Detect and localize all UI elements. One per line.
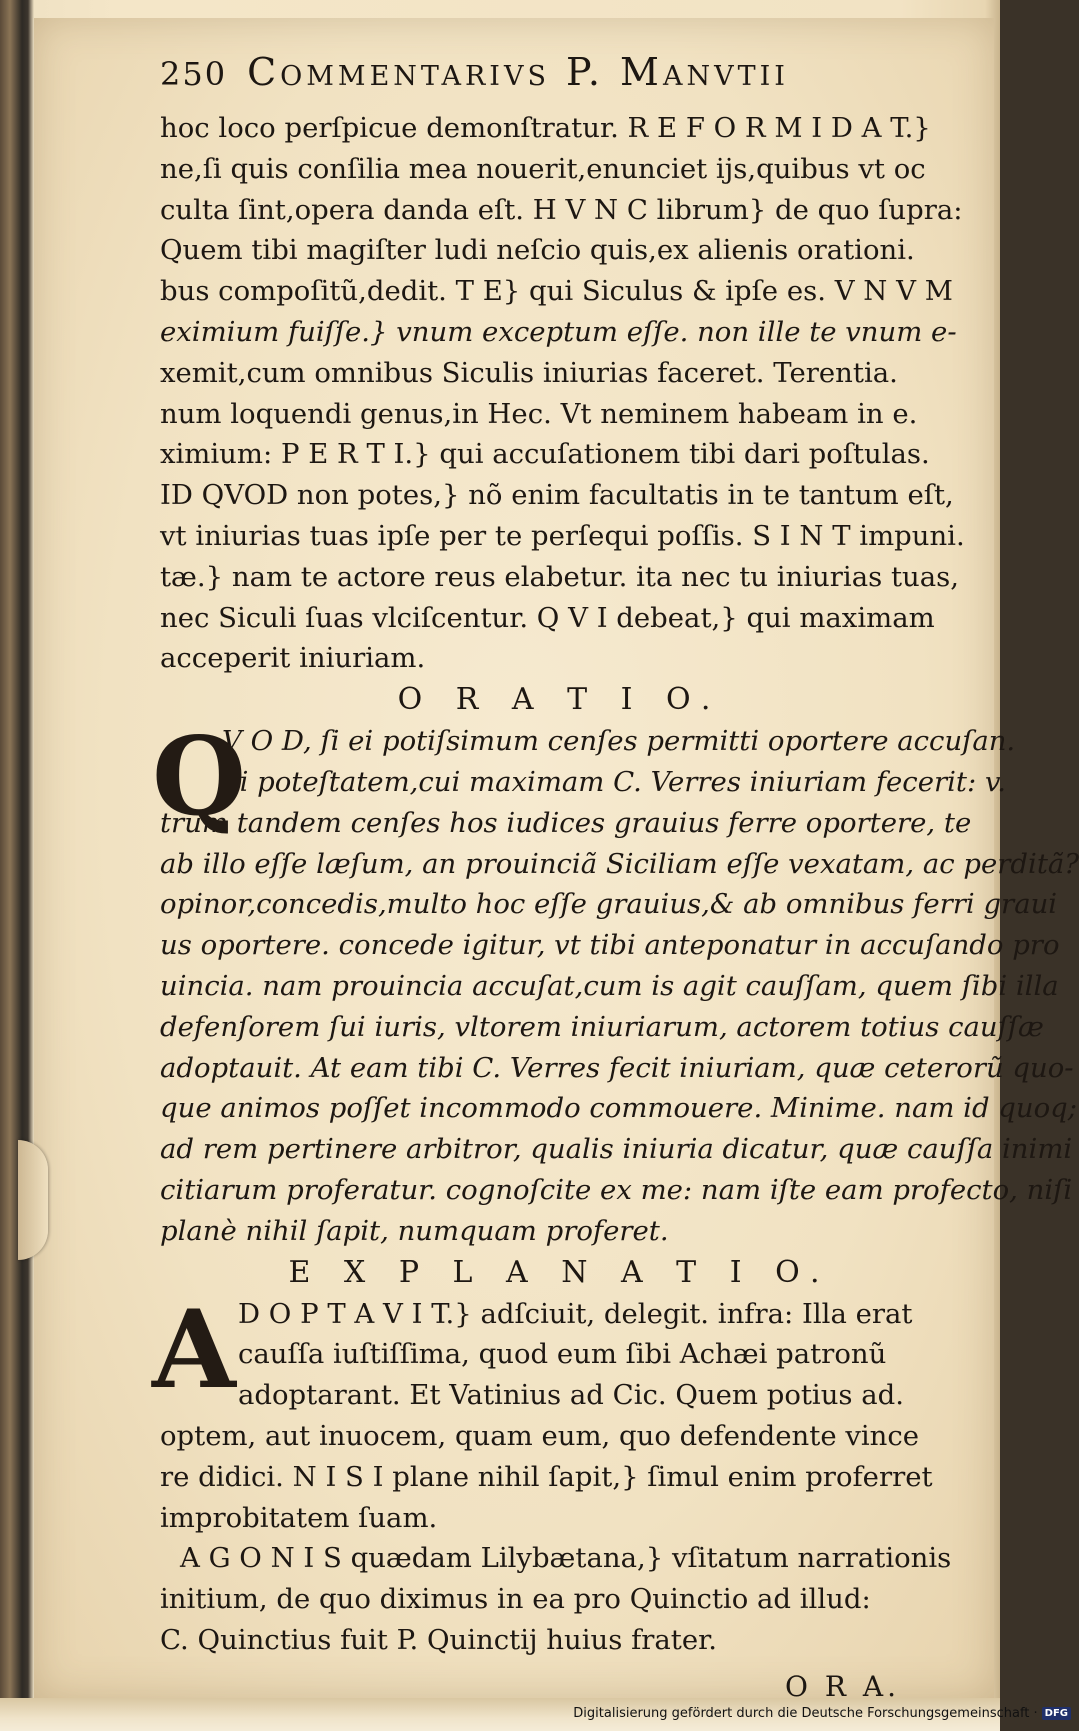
text-line: defenſorem ſui iuris, vltorem iniuriarum, actorem totius cauſſæ xyxy=(160,1010,1044,1043)
text-line: cauſſa iuſtiſſima, quod eum ſibi Achæi patronũ xyxy=(238,1338,887,1371)
text-line: opinor,concedis,multo hoc eſſe grauius,& ab omnibus ferri graui xyxy=(160,888,1058,921)
explanatio-dropcap: A xyxy=(152,1286,236,1413)
text-line: ne,ſi quis conſilia mea nouerit,enunciet ijs,quibus vt oc xyxy=(160,152,926,185)
oratio-block xyxy=(152,714,1079,1251)
text-line: ad rem pertinere arbitror, qualis iniuria dicatur, quæ cauſſa inimi xyxy=(160,1133,1073,1166)
binding-tab xyxy=(18,1140,48,1260)
page-header xyxy=(160,50,940,108)
text-line: nec Siculi ſuas vlciſcentur. Q V I debeat,} qui maximam xyxy=(160,601,935,634)
text-line: eximium fuiſſe.} vnum exceptum eſſe. non ille te vnum e- xyxy=(160,315,957,348)
explanatio-heading: E X P L A N A T I O. xyxy=(288,1254,832,1290)
text-line: que animos poſſet incommodo commouere. Minime. nam id quoq; xyxy=(160,1092,1078,1125)
page-text xyxy=(152,50,1079,1707)
text-line: culta ſint,opera danda eſt. H V N C librum} de quo ſupra: xyxy=(160,193,963,226)
text-line: D O P T A V I T.} adſciuit, delegit. infra: Illa erat xyxy=(238,1297,913,1330)
oratio-dropcap: Q xyxy=(152,714,247,841)
text-line: bus compoſitũ,dedit. T E} qui Siculus & ipſe es. V N V M xyxy=(160,275,953,308)
text-line: re didici. N I S I plane nihil ſapit,} ſimul enim proferret xyxy=(160,1460,933,1493)
oratio-heading: O R A T I O. xyxy=(397,682,723,718)
text-line: di poteſtatem,cui maximam C. Verres iniuriam fecerit: v. xyxy=(222,765,1006,798)
text-line: C. Quinctius fuit P. Quinctij huius frater. xyxy=(160,1623,717,1656)
text-line: us oportere. concede igitur, vt tibi anteponatur in accuſando pro xyxy=(160,929,1060,962)
running-head: Commentarivs P. Manvtii xyxy=(247,50,789,94)
text-line: initium, de quo diximus in ea pro Quinctio ad illud: xyxy=(160,1583,871,1616)
text-line: hoc loco perſpicue demonſtratur. R E F O R M I D A T.} xyxy=(160,112,931,144)
text-line: ximium: P E R T I.} qui accuſationem tibi dari poſtulas. xyxy=(160,438,930,471)
text-line: adoptarant. Et Vatinius ad Cic. Quem potius ad. xyxy=(238,1379,905,1412)
text-line: Quem tibi magiſter ludi neſcio quis,ex alienis orationi. xyxy=(160,234,915,267)
text-line: uincia. nam prouincia accuſat,cum is agit cauſſam, quem ſibi illa xyxy=(160,969,1059,1002)
text-line: xemit,cum omnibus Siculis iniurias faceret. Terentia. xyxy=(160,356,898,389)
text-line: adoptauit. At eam tibi C. Verres fecit iniuriam, quæ ceterorũ quo- xyxy=(160,1051,1074,1084)
text-line: citiarum proferatur. cognoſcite ex me: nam iſte eam profecto, niſi xyxy=(160,1173,1073,1206)
text-line: ID QVOD non potes,} nõ enim facultatis in te tantum eſt, xyxy=(160,479,954,512)
text-line: trum tandem cenſes hos iudices grauius ferre oportere, te xyxy=(160,806,972,839)
text-line: A G O N I S quædam Lilybætana,} vſitatum narrationis xyxy=(180,1542,952,1575)
text-line: num loquendi genus,in Hec. Vt neminem habeam in e. xyxy=(160,397,918,430)
explanatio-block xyxy=(152,1286,952,1661)
text-line: optem, aut inuocem, quam eum, quo defendente vince xyxy=(160,1419,920,1452)
dfg-logo: DFG xyxy=(1042,1707,1071,1720)
catchword: O R A. xyxy=(785,1669,900,1703)
footer-text: Digitalisierung gefördert durch die Deutsche Forschungsgemeinschaft · xyxy=(573,1706,1038,1721)
commentary-block xyxy=(160,108,965,679)
text-line: vt iniurias tuas ipſe per te perſequi poſſis. S I N T impuni. xyxy=(160,519,965,552)
text-line: improbitatem ſuam. xyxy=(160,1501,438,1534)
text-line: tæ.} nam te actore reus elabetur. ita nec tu iniurias tuas, xyxy=(160,560,959,593)
text-line: V O D, ſi ei potiſsimum cenſes permitti oportere accuſan. xyxy=(222,725,1016,758)
text-line: planè nihil ſapit, numquam proferet. xyxy=(160,1214,669,1247)
folio-number: 250 xyxy=(160,55,228,93)
digitization-footer xyxy=(573,1706,1071,1721)
text-line: ab illo eſſe læſum, an prouinciã Siciliam eſſe vexatam, ac perditã? xyxy=(160,847,1079,880)
text-line: acceperit iniuriam. xyxy=(160,642,426,675)
